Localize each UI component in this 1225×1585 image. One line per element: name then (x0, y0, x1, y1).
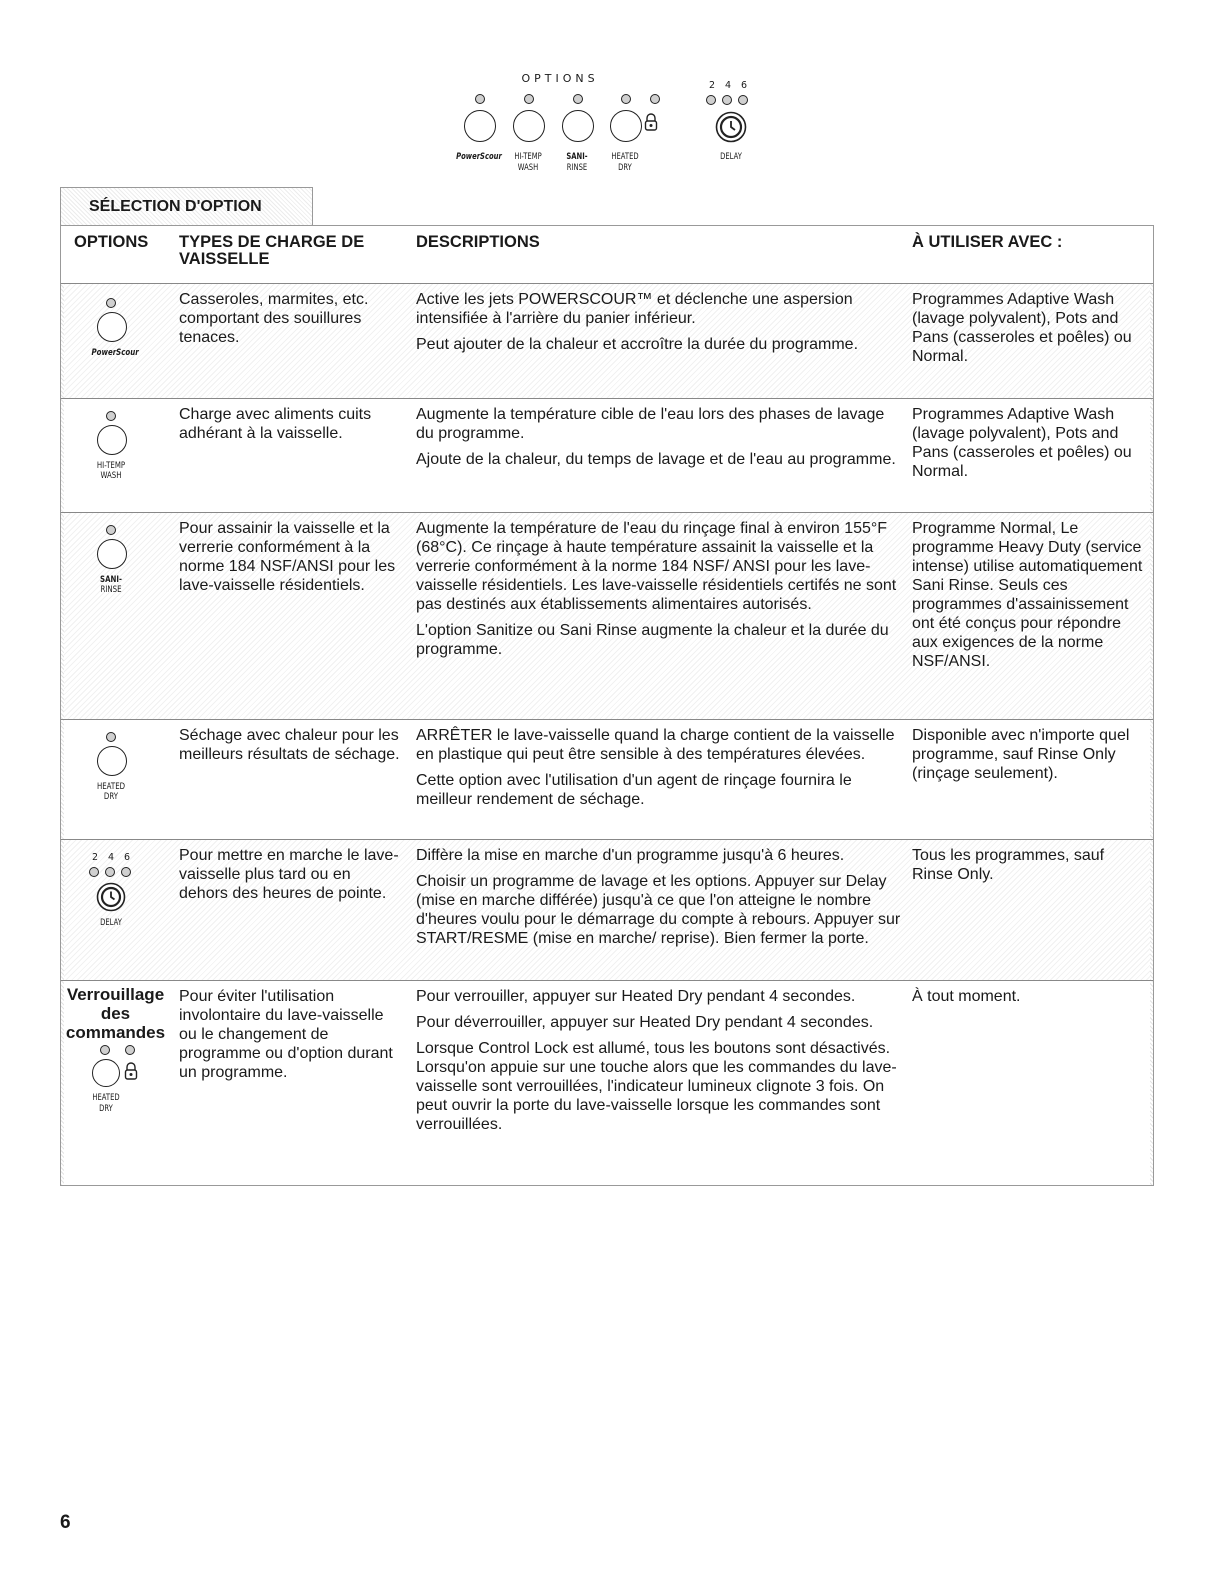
lock-icon (644, 112, 658, 132)
option-cell (64, 981, 167, 1185)
hi-temp-indicator-icon (524, 94, 534, 104)
option-label: HEATED DRY (96, 782, 126, 802)
description-paragraph: Peut ajouter de la chaleur et accroître la durée du programme. (416, 336, 859, 353)
heated-label: HEATED (611, 152, 639, 162)
delay-hour-4: 4 (725, 80, 732, 91)
types-cell: Pour assainir la vaisselle et la verrerie conformément à la norme 184 NSF/ANSI pour les lave-vaisselle résidentiels. (179, 520, 396, 594)
option-cell (64, 840, 167, 980)
option-label: HI-TEMP WASH (96, 461, 126, 481)
delay-label: DELAY (100, 918, 122, 928)
button-icon (92, 1059, 120, 1087)
delay-button-icon (96, 882, 126, 912)
delay-hour-6: 6 (124, 852, 131, 863)
description-paragraph: Pour verrouiller, appuyer sur Heated Dry pendant 4 secondes. (416, 988, 856, 1005)
description-paragraph: Pour déverrouiller, appuyer sur Heated Dry pendant 4 secondes. (416, 1014, 874, 1031)
types-cell: Pour éviter l'utilisation involontaire du lave-vaisselle ou le changement de programme ou d'option durant un programme. (179, 988, 393, 1081)
use-with-cell: Programme Normal, Le programme Heavy Duty (service intense) utilise automatiquement Sani Rinse. Seuls ces programmes d'assainissement ont été conçus pour répondre aux exigences de la norme NSF/ANSI. (912, 520, 1143, 670)
button-icon (97, 539, 127, 569)
button-icon (97, 312, 127, 342)
table-row (61, 399, 1153, 513)
indicator-icon (106, 298, 116, 308)
lock-icon (124, 1061, 138, 1081)
indicator-icon (106, 732, 116, 742)
section-title-tab (60, 187, 313, 225)
descriptions-cell (404, 720, 901, 839)
description-paragraph: Augmente la température de l'eau du rinçage final à environ 155°F (68°C). Ce rinçage à haute température assainit la vaisselle et la verrerie conformément à la norme 184 NSF/ ANSI pour les lave-vaisselle résidentiels. Les lave-vaisselle résidentiels certifés ne sont pas destinés aux établissements alimentaires autorisés. (416, 520, 897, 613)
lock-indicator-icon (125, 1045, 135, 1055)
header-options: OPTIONS (74, 233, 149, 251)
delay-hour-6: 6 (741, 80, 748, 91)
wash-label: WASH (517, 163, 539, 173)
use-with-cell: Disponible avec n'importe quel programme, sauf Rinse Only (rinçage seulement). (912, 727, 1130, 782)
powerscour-label: PowerScour (456, 152, 502, 162)
description-paragraph: Choisir un programme de lavage et les options. Appuyer sur Delay (mise en marche différée) jusqu'à ce que l'on atteigne le nombre d'heures voulu pour le démarrage du compte à rebours. Appuyer sur START/RESME (mise en marche/ reprise). Bien fermer la porte. (416, 873, 901, 947)
description-paragraph: Diffère la mise en marche d'un programme jusqu'à 6 heures. (416, 847, 845, 864)
section-title: SÉLECTION D'OPTION (89, 198, 262, 215)
descriptions-cell (404, 981, 901, 1185)
heated-dry-indicator-icon (621, 94, 631, 104)
indicator-icon (106, 525, 116, 535)
description-paragraph: Active les jets POWERSCOUR™ et déclenche une aspersion intensifiée à l'arrière du panier inférieur. (416, 291, 853, 327)
delay-2-indicator-icon (706, 95, 716, 105)
indicator-icon (89, 867, 99, 877)
page-number: 6 (60, 1512, 71, 1533)
button-icon (97, 425, 127, 455)
button-icon (97, 746, 127, 776)
option-cell (64, 399, 167, 512)
delay-option-icon (89, 852, 145, 952)
option-cell (64, 513, 167, 719)
use-with-cell: À tout moment. (912, 988, 1021, 1005)
table-row (61, 981, 1153, 1185)
description-paragraph: ARRÊTER le lave-vaisselle quand la charge contient de la vaisselle en plastique qui peut être sensible à des températures élevées. (416, 727, 895, 763)
option-label: SANI- RINSE (100, 575, 122, 595)
header-descriptions: DESCRIPTIONS (416, 233, 540, 251)
sani-rinse-button-icon (562, 110, 594, 142)
descriptions-cell (404, 513, 901, 719)
table-row (61, 284, 1153, 399)
sani-label: SANI- (566, 152, 588, 162)
indicator-icon (100, 1045, 110, 1055)
use-with-cell: Tous les programmes, sauf Rinse Only. (912, 847, 1105, 883)
table-row (61, 840, 1153, 981)
control-panel-diagram (440, 62, 780, 187)
delay-hour-2: 2 (709, 80, 716, 91)
description-paragraph: Cette option avec l'utilisation d'un agent de rinçage fournira le meilleur rendement de séchage. (416, 772, 852, 808)
powerscour-button-icon (464, 110, 496, 142)
header-use-with: À UTILISER AVEC : (912, 233, 1063, 251)
delay-6-indicator-icon (738, 95, 748, 105)
dry-label: DRY (99, 1104, 113, 1114)
option-selection-table (60, 225, 1154, 1186)
types-cell: Charge avec aliments cuits adhérant à la vaisselle. (179, 406, 372, 442)
description-paragraph: L'option Sanitize ou Sani Rinse augmente la chaleur et la durée du programme. (416, 622, 889, 658)
description-paragraph: Lorsque Control Lock est allumé, tous les boutons sont désactivés. Lorsqu'on appuie sur une touche alors que les commandes du lave-vaisselle sont verrouillées, l'indicateur lumineux clignote 3 fois. On peut ouvrir la porte du lave-vaisselle lorsque les commandes sont verrouillées. (416, 1040, 897, 1133)
hi-temp-label: HI-TEMP (514, 152, 542, 162)
delay-4-indicator-icon (722, 95, 732, 105)
descriptions-cell (404, 284, 901, 398)
delay-label: DELAY (720, 152, 742, 162)
heated-dry-button-icon (610, 110, 642, 142)
types-cell: Casseroles, marmites, etc. comportant des souillures tenaces. (179, 291, 369, 346)
descriptions-cell (404, 399, 901, 512)
indicator-icon (121, 867, 131, 877)
control-lock-indicator-icon (650, 94, 660, 104)
table-row (61, 720, 1153, 840)
hi-temp-button-icon (513, 110, 545, 142)
delay-button-icon (715, 111, 747, 143)
delay-hour-4: 4 (108, 852, 115, 863)
description-paragraph: Ajoute de la chaleur, du temps de lavage et de l'eau au programme. (416, 451, 896, 468)
option-cell (64, 284, 167, 398)
delay-hour-2: 2 (92, 852, 99, 863)
description-paragraph: Augmente la température cible de l'eau lors des phases de lavage du programme. (416, 406, 885, 442)
use-with-cell: Programmes Adaptive Wash (lavage polyvalent), Pots and Pans (casseroles et poêles) ou Normal. (912, 406, 1132, 480)
types-cell: Séchage avec chaleur pour les meilleurs résultats de séchage. (179, 727, 400, 763)
indicator-icon (105, 867, 115, 877)
table-header-row (61, 226, 1153, 284)
option-label: PowerScour (91, 348, 139, 358)
indicator-icon (106, 411, 116, 421)
control-lock-icon-group (92, 1045, 162, 1125)
header-types: TYPES DE CHARGE DE VAISSELLE (179, 233, 365, 268)
rinse-label: RINSE (566, 163, 588, 173)
descriptions-cell (404, 840, 901, 980)
dry-label: DRY (618, 163, 632, 173)
heated-label: HEATED (92, 1093, 120, 1103)
sani-rinse-indicator-icon (573, 94, 583, 104)
types-cell: Pour mettre en marche le lave-vaisselle plus tard ou en dehors des heures de pointe. (179, 847, 399, 902)
table-row (61, 513, 1153, 720)
control-lock-name: Verrouillage des commandes (65, 985, 166, 1042)
option-cell (64, 720, 167, 839)
use-with-cell: Programmes Adaptive Wash (lavage polyvalent), Pots and Pans (casseroles et poêles) ou Normal. (912, 291, 1132, 365)
powerscour-indicator-icon (475, 94, 485, 104)
panel-title: OPTIONS (521, 72, 599, 85)
